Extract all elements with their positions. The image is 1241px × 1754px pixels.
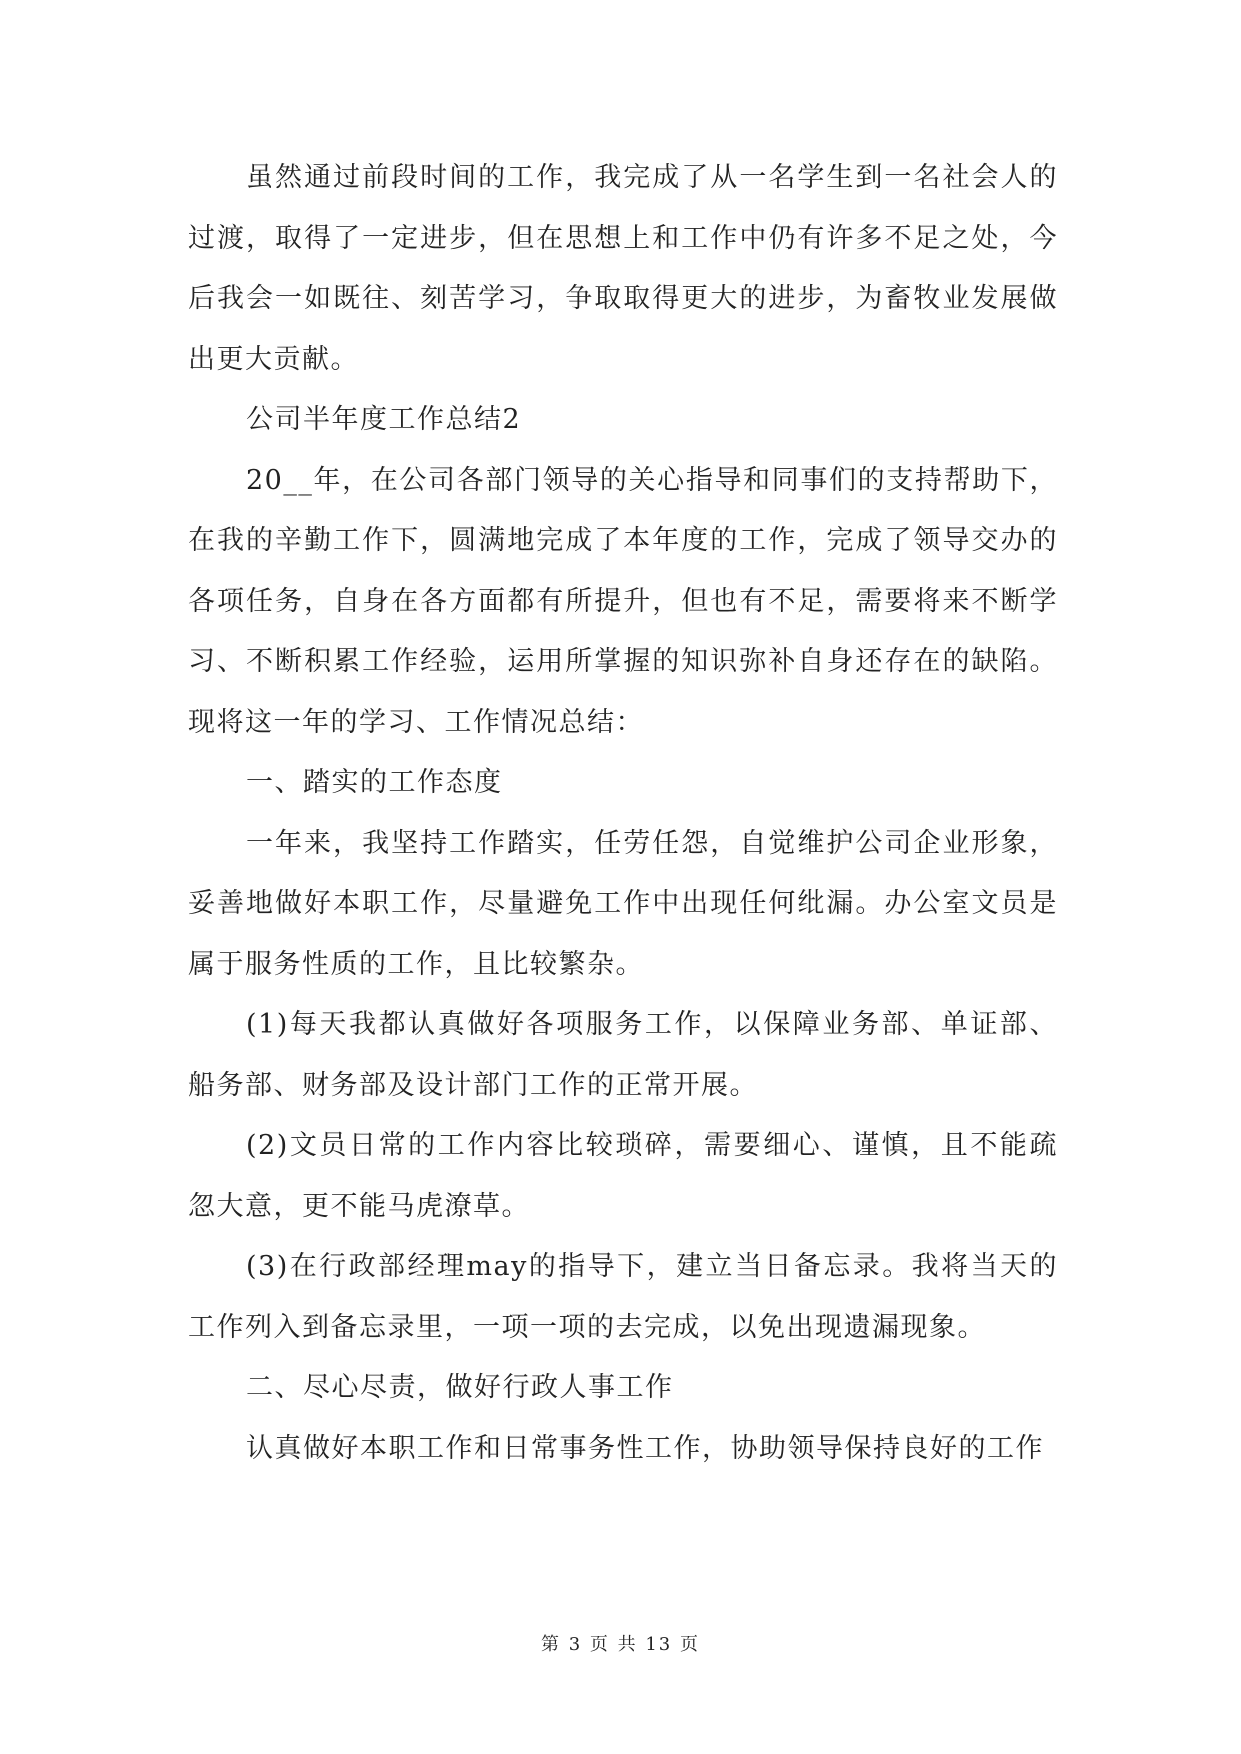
paragraph: 一年来，我坚持工作踏实，任劳任怨，自觉维护公司企业形象，妥善地做好本职工作，尽量避免工作中出现任何纰漏。办公室文员是属于服务性质的工作，且比较繁杂。 [188, 827, 1058, 980]
document-body [188, 148, 1058, 1479]
list-item: (2)文员日常的工作内容比较琐碎，需要细心、谨慎，且不能疏忽大意，更不能马虎潦草。 [188, 1130, 1058, 1222]
paragraph: 虽然通过前段时间的工作，我完成了从一名学生到一名社会人的过渡，取得了一定进步，但在思想上和工作中仍有许多不足之处，今后我会一如既往、刻苦学习，争取取得更大的进步，为畜牧业发展做出更大贡献。 [188, 162, 1058, 375]
section-title: 公司半年度工作总结2 [246, 404, 522, 435]
paragraph: 20__年，在公司各部门领导的关心指导和同事们的支持帮助下，在我的辛勤工作下，圆满地完成了本年度的工作，完成了领导交办的各项任务，自身在各方面都有所提升，但也有不足，需要将来不断学习、不断积累工作经验，运用所掌握的知识弥补自身还存在的缺陷。现将这一年的学习、工作情况总结： [188, 464, 1058, 738]
paragraph: 认真做好本职工作和日常事务性工作，协助领导保持良好的工作 [246, 1432, 1044, 1464]
list-item: (1)每天我都认真做好各项服务工作，以保障业务部、单证部、船务部、财务部及设计部门工作的正常开展。 [188, 1009, 1058, 1101]
section-heading: 二、尽心尽责，做好行政人事工作 [246, 1372, 674, 1403]
list-item: (3)在行政部经理may的指导下，建立当日备忘录。我将当天的工作列入到备忘录里，一项一项的去完成，以免出现遗漏现象。 [188, 1251, 1058, 1343]
page-number-footer: 第 3 页 共 13 页 [541, 1634, 700, 1655]
section-heading: 一、踏实的工作态度 [246, 767, 503, 798]
